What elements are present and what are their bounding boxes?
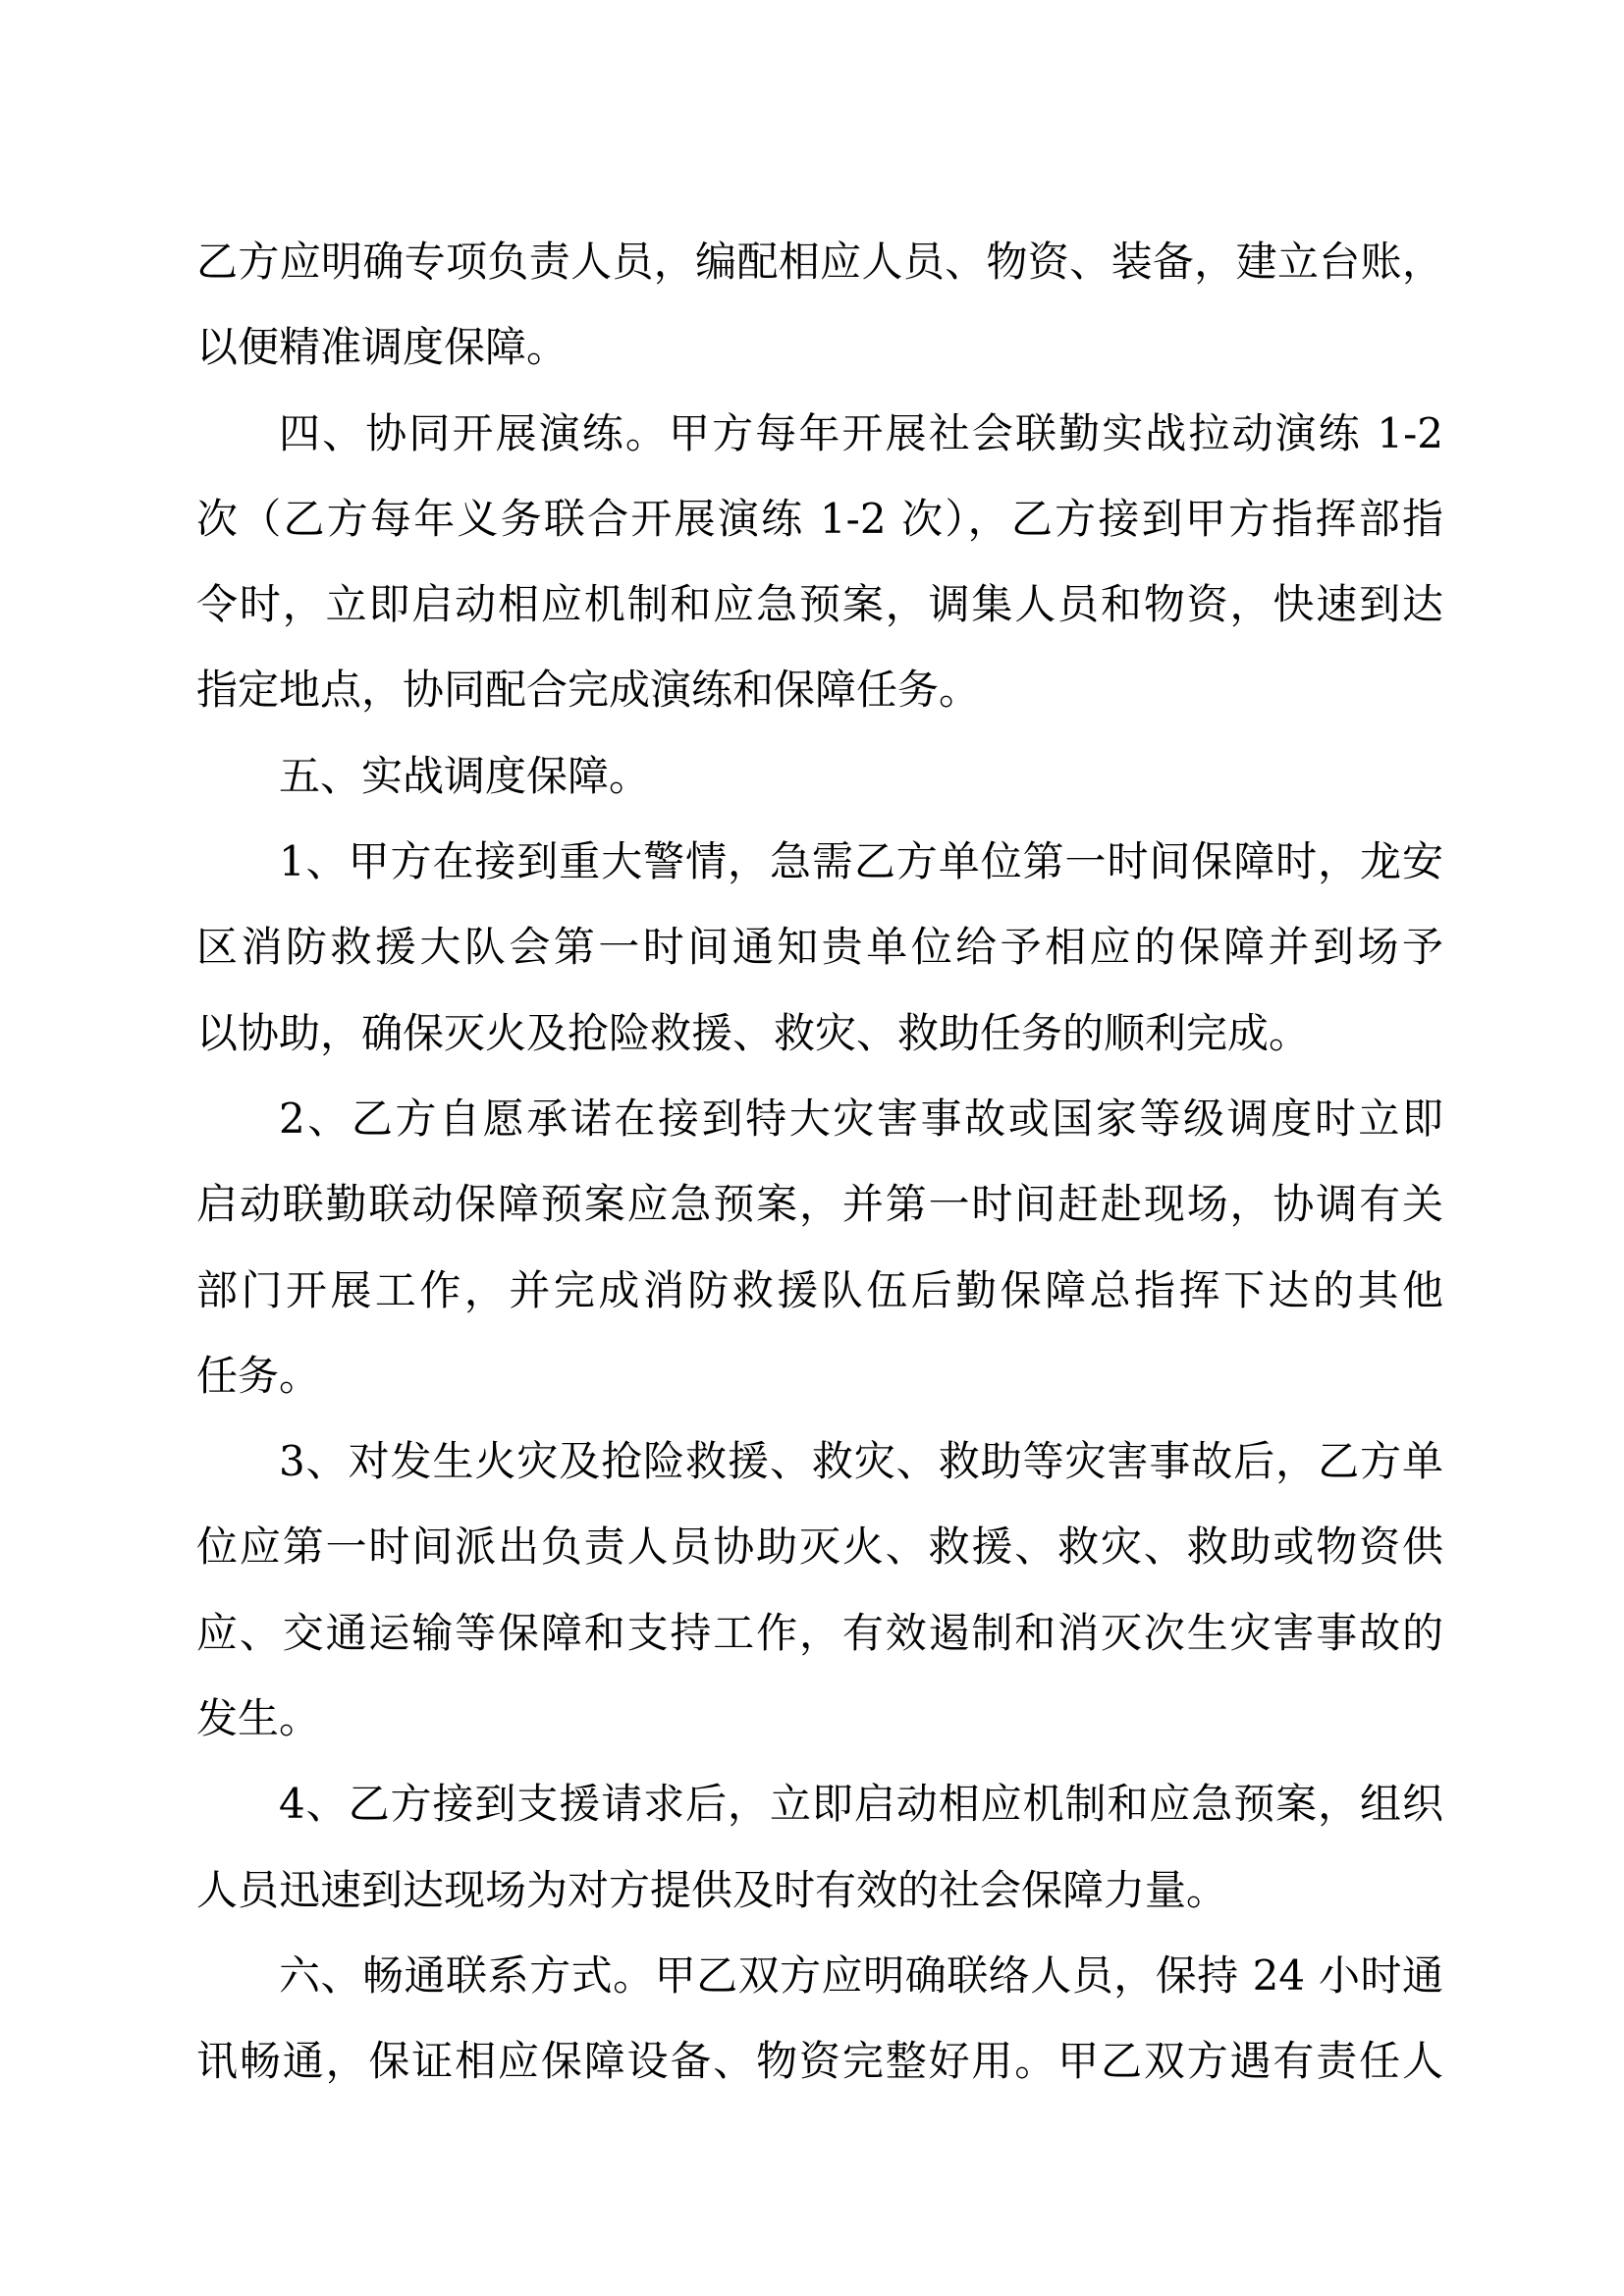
paragraph: [196, 1761, 1443, 1933]
paragraph: [196, 391, 1443, 733]
paragraph: [196, 1933, 1443, 2105]
text-line: 以协助，确保灭火及抢险救援、救灾、救助任务的顺利完成。: [196, 1008, 1311, 1057]
text-line: 启动联勤联动保障预案应急预案，并第一时间赶赴现场，协调有关: [196, 1180, 1443, 1229]
text-line: 4、乙方接到支援请求后，立即启动相应机制和应急预案，组织: [279, 1780, 1443, 1829]
text-line: 讯畅通，保证相应保障设备、物资完整好用。甲乙双方遇有责任人: [196, 2037, 1443, 2086]
text-line: 3、对发生火灾及抢险救援、救灾、救助等灾害事故后，乙方单: [279, 1437, 1443, 1486]
text-line: 指定地点，协同配合完成演练和保障任务。: [196, 666, 981, 715]
paragraph: [196, 1076, 1443, 1418]
text-line: 人员迅速到达现场为对方提供及时有效的社会保障力量。: [196, 1865, 1228, 1914]
paragraph: [196, 819, 1443, 1076]
paragraph: [196, 1418, 1443, 1761]
paragraph: [196, 219, 1443, 391]
document-body: [196, 219, 1443, 2105]
text-line: 位应第一时间派出负责人员协助灭火、救援、救灾、救助或物资供: [196, 1522, 1443, 1572]
text-line: 发生。: [196, 1694, 321, 1743]
paragraph: [196, 733, 1443, 819]
text-line: 应、交通运输等保障和支持工作，有效遏制和消灭次生灾害事故的: [196, 1608, 1443, 1657]
text-line: 五、实战调度保障。: [279, 751, 651, 800]
text-line: 2、乙方自愿承诺在接到特大灾害事故或国家等级调度时立即: [279, 1094, 1443, 1143]
text-line: 乙方应明确专项负责人员，编配相应人员、物资、装备，建立台账，: [196, 238, 1443, 286]
text-line: 令时，立即启动相应机制和应急预案，调集人员和物资，快速到达: [196, 580, 1443, 629]
text-line: 部门开展工作，并完成消防救援队伍后勤保障总指挥下达的其他: [196, 1265, 1443, 1314]
text-line: 以便精准调度保障。: [196, 323, 568, 372]
text-line: 区消防救援大队会第一时间通知贵单位给予相应的保障并到场予: [196, 923, 1443, 972]
text-line: 任务。: [196, 1351, 321, 1400]
text-line: 次（乙方每年义务联合开展演练 1-2 次），乙方接到甲方指挥部指: [196, 494, 1443, 543]
text-line: 1、甲方在接到重大警情，急需乙方单位第一时间保障时，龙安: [279, 837, 1443, 886]
text-line: 四、协同开展演练。甲方每年开展社会联勤实战拉动演练 1-2: [279, 408, 1443, 457]
text-line: 六、畅通联系方式。甲乙双方应明确联络人员，保持 24 小时通: [279, 1950, 1443, 2000]
